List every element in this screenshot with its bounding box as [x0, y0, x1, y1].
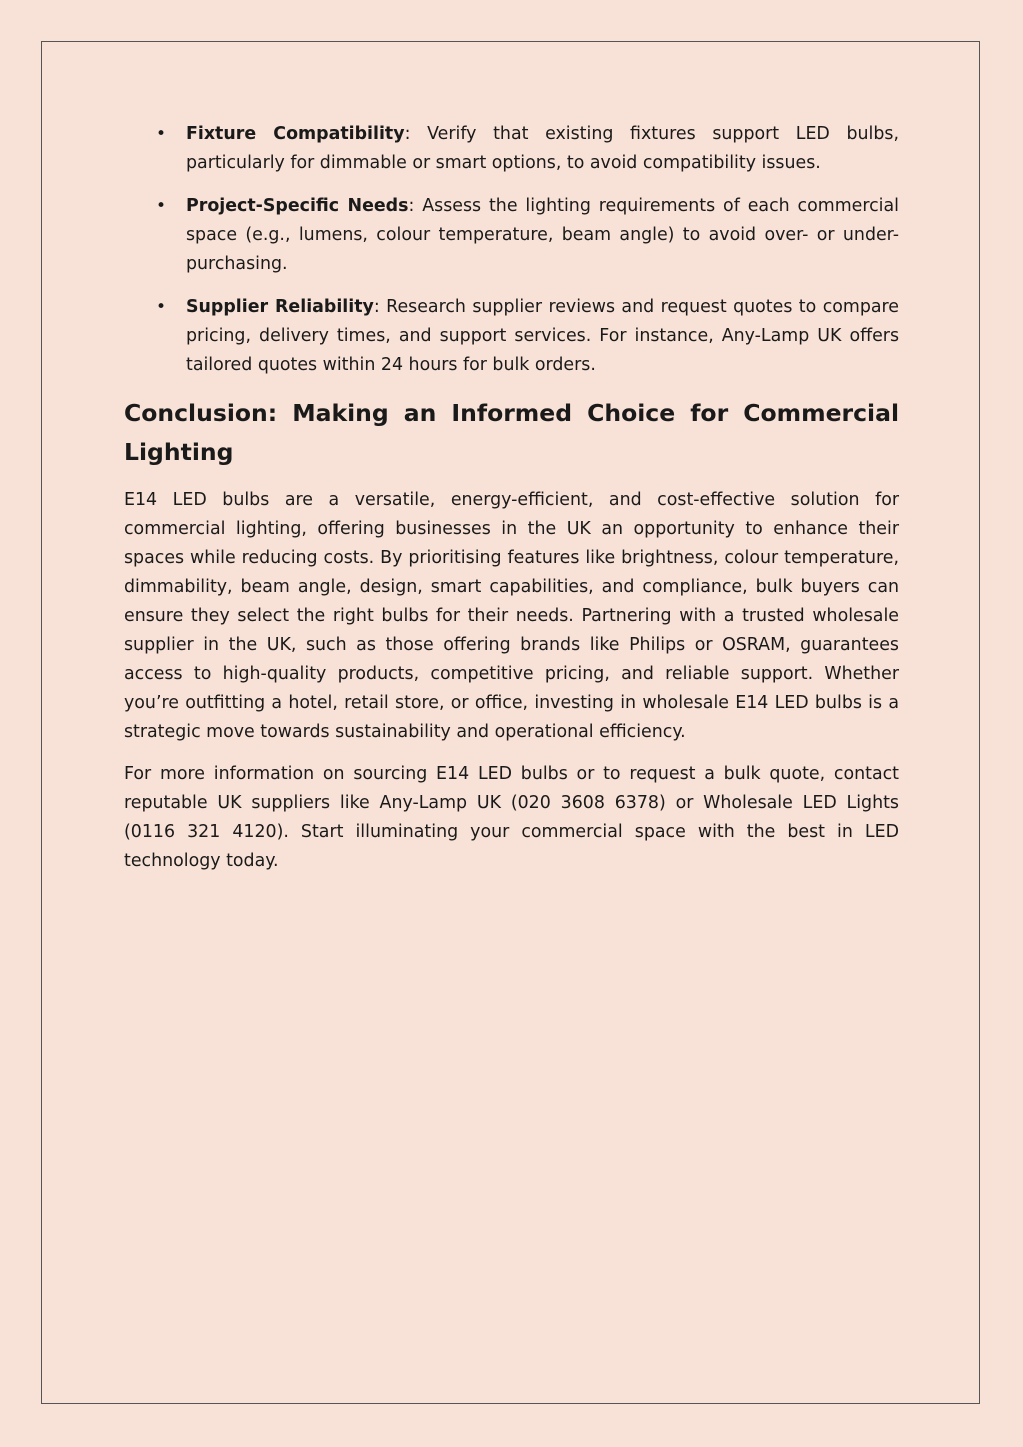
- conclusion-paragraph: E14 LED bulbs are a versatile, energy-efficient, and cost-effective solution for commercial lighting, offering businesses in the UK an opportunity to enhance their spaces while reducing costs. By prioritising features like brightness, colour temperature, dimmability, beam angle, design, smart capabilities, and compliance, bulk buyers can ensure they select the right bulbs for their needs. Partnering with a trusted wholesale supplier in the UK, such as those offering brands like Philips or OSRAM, guarantees access to high-quality products, competitive pricing, and reliable support. Whether you’re outfitting a hotel, retail store, or office, investing in wholesale E14 LED bulbs is a strategic move towards sustainability and operational efficiency.: [124, 490, 899, 742]
- contact-paragraph: For more information on sourcing E14 LED bulbs or to request a bulk quote, contact reputable UK suppliers like Any-Lamp UK (020 3608 6378) or Wholesale LED Lights (0116 321 4120). Start illuminating your commercial space with the best in LED technology today.: [124, 764, 899, 871]
- document-content: [124, 120, 899, 889]
- considerations-list: [124, 120, 899, 380]
- bullet-title: Project-Specific Needs: [186, 196, 409, 216]
- bullet-text: : Research supplier reviews and request quotes to compare pricing, delivery times, and support services. For instance, Any-Lamp UK offers tailored quotes within 24 hours for bulk orders.: [186, 297, 899, 375]
- bullet-text: : Assess the lighting requirements of each commercial space (e.g., lumens, colour temperature, beam angle) to avoid over- or under-purchasing.: [186, 196, 899, 274]
- bullet-text: : Verify that existing fixtures support LED bulbs, particularly for dimmable or smart options, to avoid compatibility issues.: [186, 124, 900, 173]
- bullet-title: Supplier Reliability: [186, 297, 374, 317]
- list-item: [186, 120, 899, 178]
- list-item: [186, 293, 899, 380]
- conclusion-heading: Conclusion: Making an Informed Choice for Commercial Lighting: [124, 399, 899, 466]
- bullet-title: Fixture Compatibility: [186, 124, 405, 144]
- list-item: [186, 192, 899, 279]
